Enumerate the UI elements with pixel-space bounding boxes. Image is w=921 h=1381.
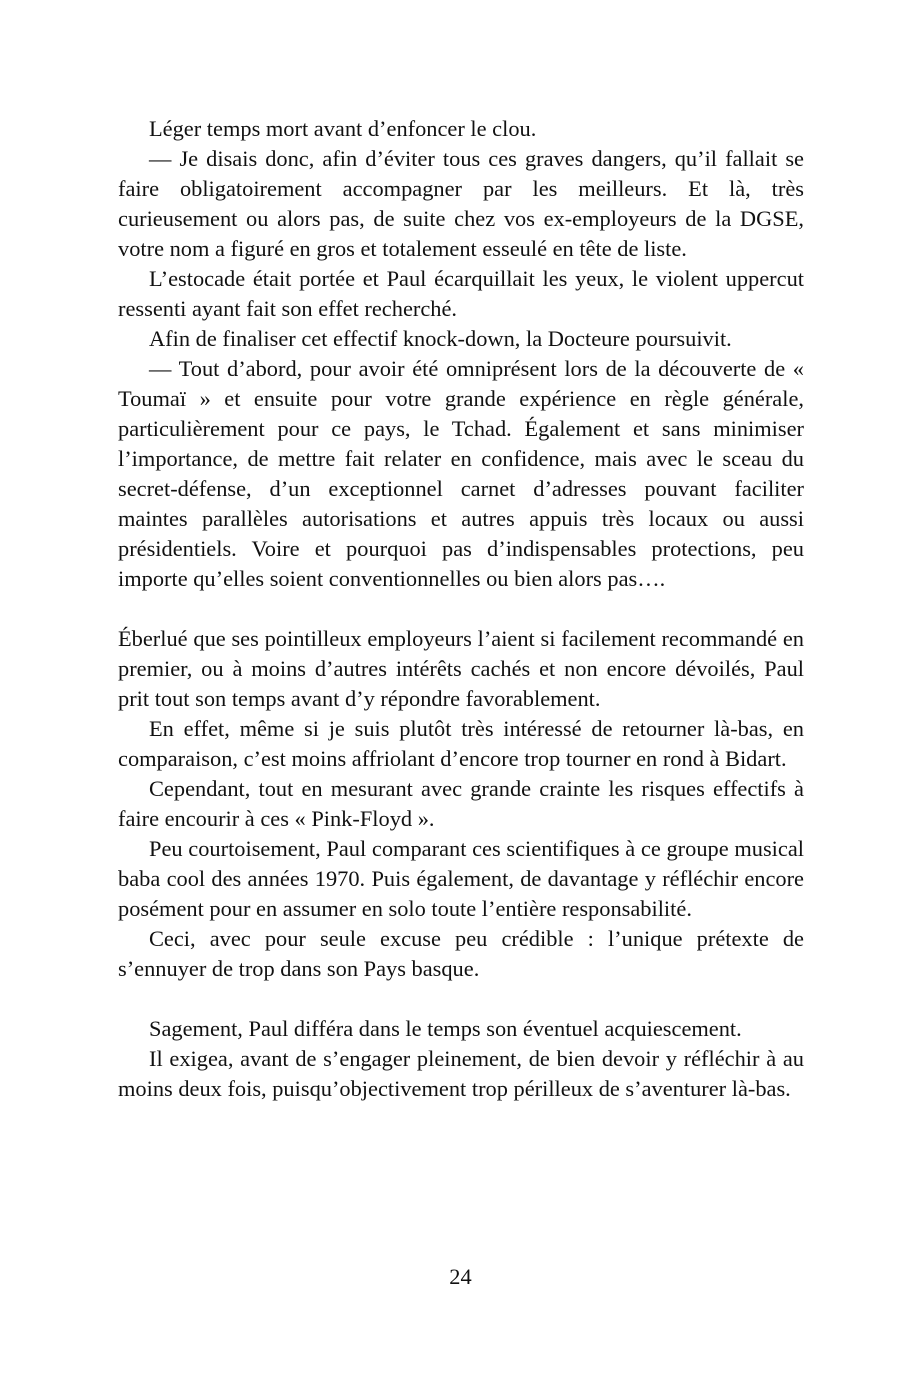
paragraph: L’estocade était portée et Paul écarquillait les yeux, le violent uppercut ressenti ayant fait son effet recherché. bbox=[118, 266, 804, 321]
page-number: 24 bbox=[449, 1264, 472, 1289]
paragraph: Léger temps mort avant d’enfoncer le clou. bbox=[149, 116, 537, 141]
paragraph: Ceci, avec pour seule excuse peu crédible : l’unique prétexte de s’ennuyer de trop dans son Pays basque. bbox=[118, 926, 804, 981]
paragraph: Il exigea, avant de s’engager pleinement, de bien devoir y réfléchir à au moins deux fois, puisqu’objectivement trop périlleux de s’aventurer là-bas. bbox=[118, 1046, 804, 1101]
section-break bbox=[118, 984, 804, 1014]
paragraph: Afin de finaliser cet effectif knock-down, la Docteure poursuivit. bbox=[149, 326, 732, 351]
paragraph: Éberlué que ses pointilleux employeurs l’aient si facilement recommandé en premier, ou à moins d’autres intérêts cachés et non encore dévoilés, Paul prit tout son temps avant d’y répondre favorablement. bbox=[118, 626, 804, 711]
paragraph: — Tout d’abord, pour avoir été omniprésent lors de la découverte de « Toumaï » et ensuite pour votre grande expérience en règle générale, particulièrement pour ce pays, le Tchad. Également et sans minimiser l’importance, de mettre fait relater en confidence, mais avec le sceau du secret-défense, d’un exceptionnel carnet d’adresses pouvant faciliter maintes parallèles autorisations et autres appuis très locaux ou aussi présidentiels. Voire et pourquoi pas d’indispensables protections, peu importe qu’elles soient conventionnelles ou bien alors pas…. bbox=[118, 356, 804, 591]
paragraph: Sagement, Paul différa dans le temps son éventuel acquiescement. bbox=[149, 1016, 742, 1041]
section-break bbox=[118, 594, 804, 624]
page-body bbox=[118, 114, 804, 1104]
paragraph: En effet, même si je suis plutôt très intéressé de retourner là-bas, en comparaison, c’est moins affriolant d’encore trop tourner en rond à Bidart. bbox=[118, 716, 804, 771]
paragraph: Peu courtoisement, Paul comparant ces scientifiques à ce groupe musical baba cool des années 1970. Puis également, de davantage y réfléchir encore posément pour en assumer en solo toute l’entière responsabilité. bbox=[118, 836, 804, 921]
paragraph: — Je disais donc, afin d’éviter tous ces graves dangers, qu’il fallait se faire obligatoirement accompagner par les meilleurs. Et là, très curieusement ou alors pas, de suite chez vos ex-employeurs de la DGSE, votre nom a figuré en gros et totalement esseulé en tête de liste. bbox=[118, 146, 804, 261]
paragraph: Cependant, tout en mesurant avec grande crainte les risques effectifs à faire encourir à ces « Pink-Floyd ». bbox=[118, 776, 804, 831]
